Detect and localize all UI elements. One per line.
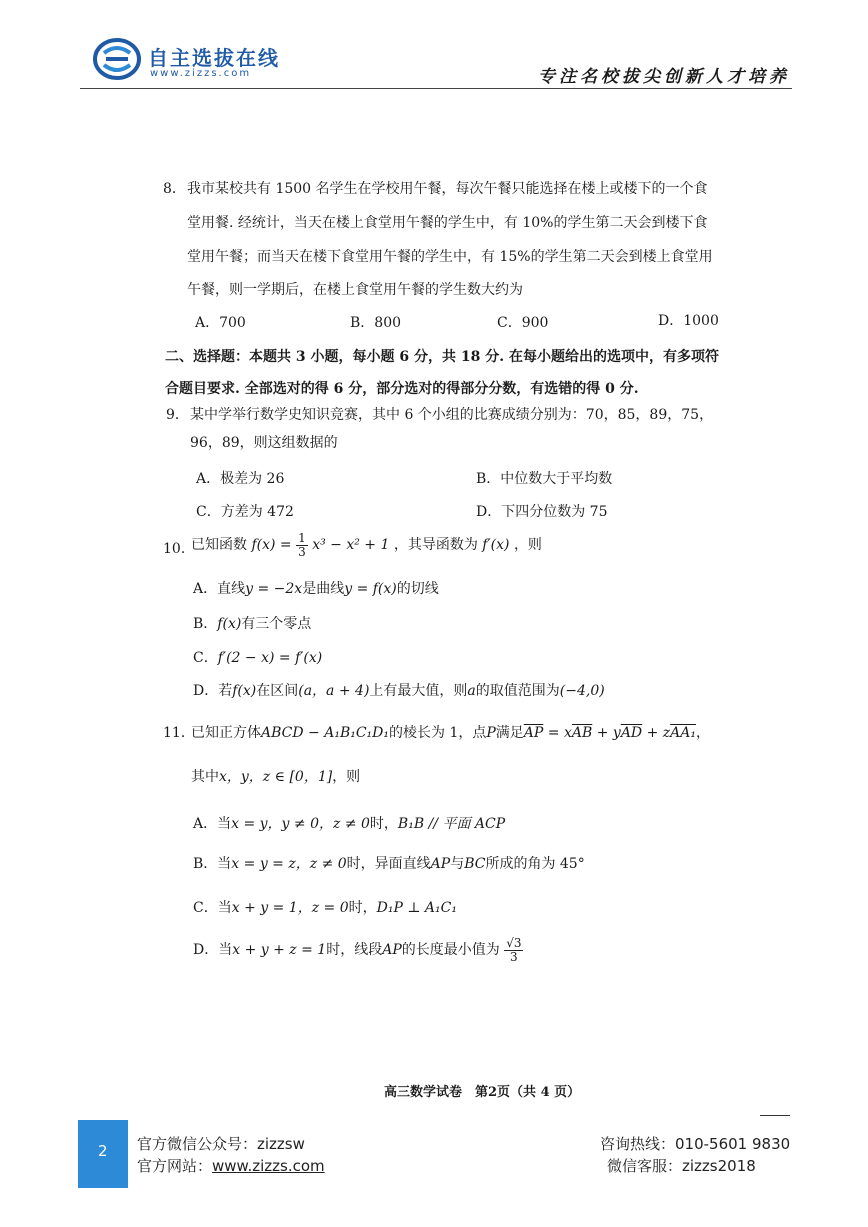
question-text: 堂用午餐；而当天在楼下食堂用午餐的学生中，有 15%的学生第二天会到楼上食堂用	[187, 249, 713, 265]
option-text: D．当	[193, 942, 233, 958]
stem-text: 已知正方体	[191, 725, 261, 741]
math: BC	[464, 856, 486, 872]
math: x，y，z ∈ [0，1]	[219, 769, 333, 785]
math: + z	[642, 725, 671, 741]
official-site	[137, 1155, 325, 1176]
question-text: 某中学举行数学史知识竞赛，其中 6 个小组的比赛成绩分别为：70，85，89，75，	[190, 407, 714, 423]
math: (−4,0)	[559, 683, 605, 699]
math: x = y = z，z ≠ 0	[231, 856, 347, 872]
question-stem	[191, 530, 542, 560]
math: AP	[430, 856, 451, 872]
vector: $\overline{AP}$	[523, 725, 544, 741]
fraction-denominator: 3	[298, 544, 306, 559]
question-number: 11．	[163, 725, 195, 741]
math: f(x)	[232, 683, 257, 699]
section-text: 二、选择题：本题共 3 小题，每小题 6 分，共 18 分. 在每小题给出的选项中，有多项符	[165, 349, 719, 365]
math-poly: x³ − x² + 1	[312, 537, 390, 553]
math: x + y + z = 1	[232, 942, 327, 958]
page-footer-title: 高三数学试卷 第2页（共 4 页）	[384, 1085, 581, 1100]
logo-icon	[92, 37, 142, 81]
stem-text: ，则	[332, 769, 361, 785]
header-divider	[80, 88, 792, 89]
option-d	[193, 932, 523, 968]
option-text: 的切线	[396, 581, 439, 597]
site-link[interactable]: www.zizzs.com	[212, 1157, 325, 1175]
math: B₁B // 平面 ACP	[397, 816, 506, 832]
option-text: C．当	[193, 900, 232, 916]
option-a	[193, 813, 505, 833]
math: AP	[382, 942, 402, 958]
option-text: 时，异面直线	[346, 856, 431, 872]
option-text: D．若	[193, 683, 233, 699]
option-c: C．900	[497, 315, 549, 331]
fraction	[296, 532, 308, 559]
option-c	[193, 647, 322, 667]
option-a: A．700	[195, 315, 246, 331]
stem-text: 的棱长为 1，点	[389, 725, 487, 741]
stem-text: 满足	[495, 725, 524, 741]
question-stem	[191, 766, 360, 786]
page-number: 2	[98, 1142, 108, 1160]
option-text: A．直线	[193, 581, 246, 597]
math: y = f(x)	[344, 581, 397, 597]
option-text: 所成的角为 45°	[485, 856, 585, 872]
option-c	[193, 897, 457, 917]
fraction-numerator: 1	[298, 530, 306, 545]
question-text: 我市某校共有 1500 名学生在学校用午餐，每次午餐只能选择在楼上或楼下的一个食	[187, 181, 708, 197]
footer-divider	[760, 1115, 790, 1116]
math: (a，a + 4)	[298, 683, 370, 699]
question-stem	[191, 722, 710, 742]
question-number: 10．	[163, 541, 195, 557]
option-c: C．方差为 472	[196, 504, 294, 520]
math-eq: =	[275, 537, 297, 553]
option-text: 时，	[369, 816, 398, 832]
math: D₁P ⊥ A₁C₁	[376, 900, 457, 916]
option-b: B．中位数大于平均数	[476, 471, 613, 487]
site-label: 官方网站：	[137, 1157, 213, 1175]
wechat-service: 微信客服：zizzs2018	[607, 1157, 756, 1175]
fraction	[504, 937, 523, 964]
option-text: A．当	[193, 816, 232, 832]
stem-text: 已知函数	[191, 537, 247, 553]
question-number: 8．	[163, 181, 186, 197]
math: + y	[592, 725, 621, 741]
stem-text: ，其导函数为	[393, 537, 478, 553]
option-text: C．	[193, 650, 218, 666]
math: y = −2x	[245, 581, 303, 597]
math: P	[486, 725, 496, 741]
option-text: 在区间	[256, 683, 299, 699]
option-b: B．800	[350, 315, 402, 331]
section-text: 合题目要求. 全部选对的得 6 分，部分选对的得部分分数，有选错的得 0 分.	[165, 381, 639, 397]
vector: $\overline{AD}$	[620, 725, 643, 741]
option-a: A．极差为 26	[196, 471, 285, 487]
wechat-account: 官方微信公众号：zizzsw	[137, 1135, 305, 1153]
math: = x	[543, 725, 572, 741]
option-text: 时，	[348, 900, 377, 916]
header-slogan: 专注名校拔尖创新人才培养	[538, 67, 790, 87]
option-text: 的长度最小值为	[401, 942, 500, 958]
question-text: 96，89，则这组数据的	[190, 435, 338, 451]
option-a	[193, 578, 439, 598]
math-fx: f(x)	[251, 537, 276, 553]
question-text: 堂用餐. 经统计，当天在楼上食堂用午餐的学生中，有 10%的学生第二天会到楼下食	[187, 215, 708, 231]
page-number-box	[78, 1120, 128, 1188]
math: x + y = 1，z = 0	[231, 900, 349, 916]
option-text: 上有最大值，则	[369, 683, 468, 699]
option-text: 与	[450, 856, 465, 872]
math: f′(2 − x) = f′(x)	[217, 650, 323, 666]
logo-name: 自主选拔在线	[148, 46, 280, 70]
question-number: 9．	[166, 407, 189, 423]
option-d: D．下四分位数为 75	[476, 504, 608, 520]
math: a	[467, 683, 476, 699]
math: f(x)	[217, 616, 242, 632]
option-b	[193, 853, 585, 873]
option-text: 时，线段	[326, 942, 383, 958]
option-b	[193, 613, 311, 633]
option-d: D．1000	[658, 313, 719, 329]
fraction-denominator: 3	[510, 949, 518, 964]
option-text: 是曲线	[302, 581, 345, 597]
math: ABCD − A₁B₁C₁D₁	[261, 725, 390, 741]
stem-text: 其中	[191, 769, 219, 785]
fraction-numerator: √3	[506, 935, 522, 950]
stem-text: ，则	[513, 537, 542, 553]
vector: AA₁	[670, 725, 697, 741]
option-text: 有三个零点	[241, 616, 312, 632]
math-fpx: f′(x)	[482, 537, 510, 553]
option-text: B．当	[193, 856, 232, 872]
question-text: 午餐，则一学期后，在楼上食堂用午餐的学生数大约为	[187, 282, 523, 298]
option-text: B．	[193, 616, 218, 632]
option-d	[193, 680, 605, 700]
logo-url: www.zizzs.com	[150, 68, 252, 79]
option-text: 的取值范围为	[475, 683, 560, 699]
vector: $\overline{AB}$	[571, 725, 593, 741]
math: x = y，y ≠ 0，z ≠ 0	[231, 816, 370, 832]
hotline: 咨询热线：010-5601 9830	[600, 1135, 791, 1153]
stem-text: ，	[696, 725, 711, 741]
